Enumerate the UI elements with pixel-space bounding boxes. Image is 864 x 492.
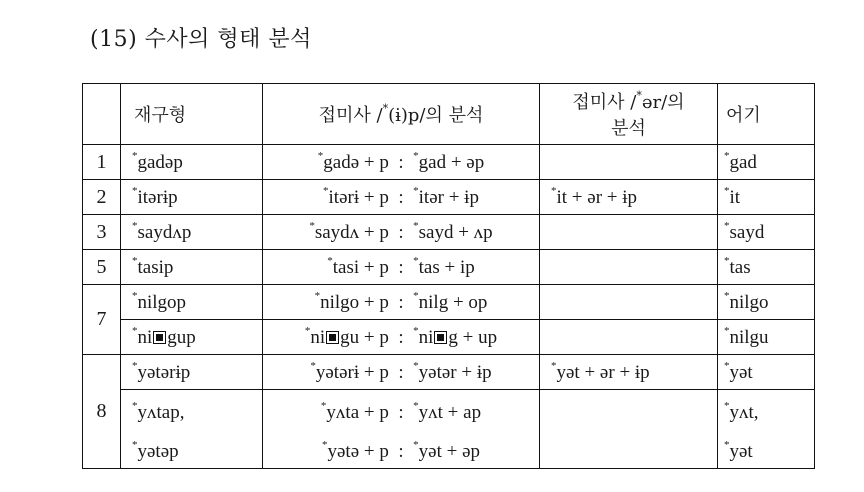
- header-suffix-ip: 접미사 /*(ɨ)p/의 분석: [263, 84, 540, 145]
- header-row: [83, 84, 815, 145]
- root-form: *it: [718, 180, 815, 215]
- suffix-ip-analysis: *nilgo + p : *nilg + op: [263, 285, 540, 320]
- header-form: 재구형: [121, 84, 263, 145]
- reconstructed-form: *nilgop: [121, 285, 263, 320]
- suffix-er-analysis: [540, 145, 718, 180]
- reconstructed-form: *yətərɨp: [121, 355, 263, 390]
- row-number: 2: [83, 180, 121, 215]
- root-form: *tas: [718, 250, 815, 285]
- row-number: 7: [83, 285, 121, 355]
- suffix-er-analysis: *yət + ər + ɨp: [540, 355, 718, 390]
- suffix-ip-analysis: *gadə + p : *gad + əp: [263, 145, 540, 180]
- row-number: 3: [83, 215, 121, 250]
- suffix-er-analysis: [540, 285, 718, 320]
- row-number: 1: [83, 145, 121, 180]
- reconstructed-form: *ni gup: [121, 320, 263, 355]
- root-form: *yət: [718, 355, 815, 390]
- table-row: [83, 215, 815, 250]
- suffix-er-analysis: [540, 215, 718, 250]
- suffix-ip-analysis: *saydʌ + p : *sayd + ʌp: [263, 215, 540, 250]
- filled-square-icon: [326, 331, 339, 344]
- header-suffix-er: 접미사 /*ər/의 분석: [540, 84, 718, 145]
- filled-square-icon: [434, 331, 447, 344]
- suffix-ip-analysis: *tasi + p : *tas + ip: [263, 250, 540, 285]
- suffix-ip-analysis: *ni gu + p : *ni g + up: [263, 320, 540, 355]
- suffix-ip-analysis: *yʌta + p : *yʌt + ap *yətə + p : *yət + əp: [263, 390, 540, 469]
- table-row: [83, 285, 815, 320]
- header-root: 어기: [718, 84, 815, 145]
- header-num: [83, 84, 121, 145]
- row-number: 8: [83, 355, 121, 469]
- table-row: [83, 320, 815, 355]
- root-form: *gad: [718, 145, 815, 180]
- root-form: *nilgu: [718, 320, 815, 355]
- table-row: [83, 250, 815, 285]
- reconstructed-form: *itərɨp: [121, 180, 263, 215]
- suffix-ip-analysis: *yətərɨ + p : *yətər + ɨp: [263, 355, 540, 390]
- numeral-analysis-table: [82, 83, 815, 469]
- row-number: 5: [83, 250, 121, 285]
- suffix-er-analysis: [540, 320, 718, 355]
- reconstructed-form: *tasip: [121, 250, 263, 285]
- table-row: [83, 145, 815, 180]
- table-row: [83, 355, 815, 390]
- reconstructed-form: *gadəp: [121, 145, 263, 180]
- table-row: [83, 390, 815, 469]
- example-caption: (15) 수사의 형태 분석: [90, 27, 312, 52]
- suffix-ip-analysis: *itərɨ + p : *itər + ɨp: [263, 180, 540, 215]
- suffix-er-analysis: [540, 390, 718, 469]
- reconstructed-form: *saydʌp: [121, 215, 263, 250]
- filled-square-icon: [153, 331, 166, 344]
- table-row: [83, 180, 815, 215]
- root-form: *nilgo: [718, 285, 815, 320]
- root-form: *sayd: [718, 215, 815, 250]
- suffix-er-analysis: *it + ər + ɨp: [540, 180, 718, 215]
- reconstructed-form: *yʌtap, *yətəp: [121, 390, 263, 469]
- root-form: *yʌt, *yət: [718, 390, 815, 469]
- suffix-er-analysis: [540, 250, 718, 285]
